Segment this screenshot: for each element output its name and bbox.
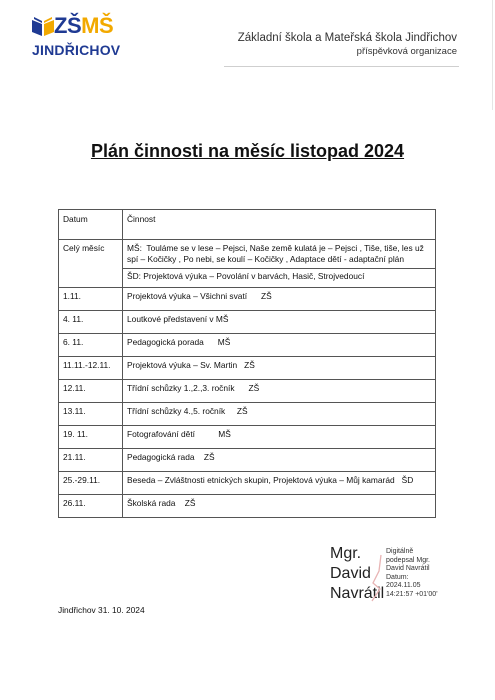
table-row (59, 288, 436, 311)
cell-activity: Projektová výuka – Všichni svatí ZŠ (123, 288, 436, 311)
signature-info (386, 548, 438, 600)
cell-date: 21.11. (59, 449, 123, 472)
activity-table (58, 209, 436, 518)
page-title: Plán činnosti na měsíc listopad 2024 (90, 141, 405, 161)
signature-info-line: 2024.11.05 (386, 582, 421, 590)
table-row-whole-month (59, 240, 436, 269)
cell-date: 25.-29.11. (59, 472, 123, 495)
school-type: příspěvková organizace (356, 46, 457, 57)
school-header (238, 31, 457, 58)
cell-date: Celý měsíc (59, 240, 123, 288)
cell-activity: Pedagogická rada ZŠ (123, 449, 436, 472)
cell-date: 26.11. (59, 495, 123, 518)
cell-date: 4. 11. (59, 311, 123, 334)
table-row (59, 334, 436, 357)
signature-line-1: Mgr. (330, 545, 362, 562)
table-row (59, 449, 436, 472)
cell-activity: MŠ: Touláme se v lese – Pejsci, Naše země kulatá je – Pejsci , Tiše, tiše, les už spí – Kočičky , Po nebi, se koulí – Kočičky , Adaptace dětí - adaptační plán (123, 240, 436, 269)
footer-date: Jindřichov 31. 10. 2024 (58, 605, 145, 615)
signature-info-line: David Navrátil (386, 565, 430, 573)
table-row (59, 495, 436, 518)
header-date: Datum (59, 210, 123, 240)
cell-activity: Třídní schůzky 4.,5. ročník ZŠ (123, 403, 436, 426)
table-row (59, 380, 436, 403)
cell-date: 1.11. (59, 288, 123, 311)
logo-town: JINDŘICHOV (32, 42, 121, 58)
page-edge-line (492, 0, 493, 110)
cell-date: 12.11. (59, 380, 123, 403)
signature-mark-icon (370, 553, 384, 603)
table-row (59, 472, 436, 495)
school-name: Základní škola a Mateřská škola Jindřichov (237, 32, 457, 44)
school-logo (30, 13, 121, 60)
signature-info-line: 14:21:57 +01'00' (386, 590, 438, 598)
table-header-row (59, 210, 436, 240)
cell-date: 11.11.-12.11. (59, 357, 123, 380)
signature-info-line: Digitálně (386, 548, 414, 555)
header-divider (224, 66, 459, 67)
book-icon (30, 14, 56, 40)
cell-activity: Školská rada ZŠ (123, 495, 436, 518)
logo-initials: ZŠMŠ (54, 13, 114, 38)
cell-date: 19. 11. (59, 426, 123, 449)
cell-activity: Beseda – Zvláštnosti etnických skupin, Projektová výuka – Můj kamarád ŠD (123, 472, 436, 495)
signature-line-3: Navrátil (330, 585, 385, 602)
table-row (59, 311, 436, 334)
signature-info-line: podepsal Mgr. (386, 556, 430, 564)
cell-activity: Fotografování dětí MŠ (123, 426, 436, 449)
table-row (59, 403, 436, 426)
cell-date: 13.11. (59, 403, 123, 426)
cell-activity: Loutkové představení v MŠ (123, 311, 436, 334)
header-activity: Činnost (123, 210, 436, 240)
table-row (59, 426, 436, 449)
table-row (59, 357, 436, 380)
cell-date: 6. 11. (59, 334, 123, 357)
cell-activity-sd: ŠD: Projektová výuka – Povolání v barvách, Hasič, Strojvedoucí (123, 269, 436, 288)
signature-info-line: Datum: (386, 573, 409, 581)
cell-activity: Projektová výuka – Sv. Martin ZŠ (123, 357, 436, 380)
signature-line-2: David (330, 565, 371, 582)
cell-activity: Pedagogická porada MŠ (123, 334, 436, 357)
cell-activity: Třídní schůzky 1.,2.,3. ročník ZŠ (123, 380, 436, 403)
